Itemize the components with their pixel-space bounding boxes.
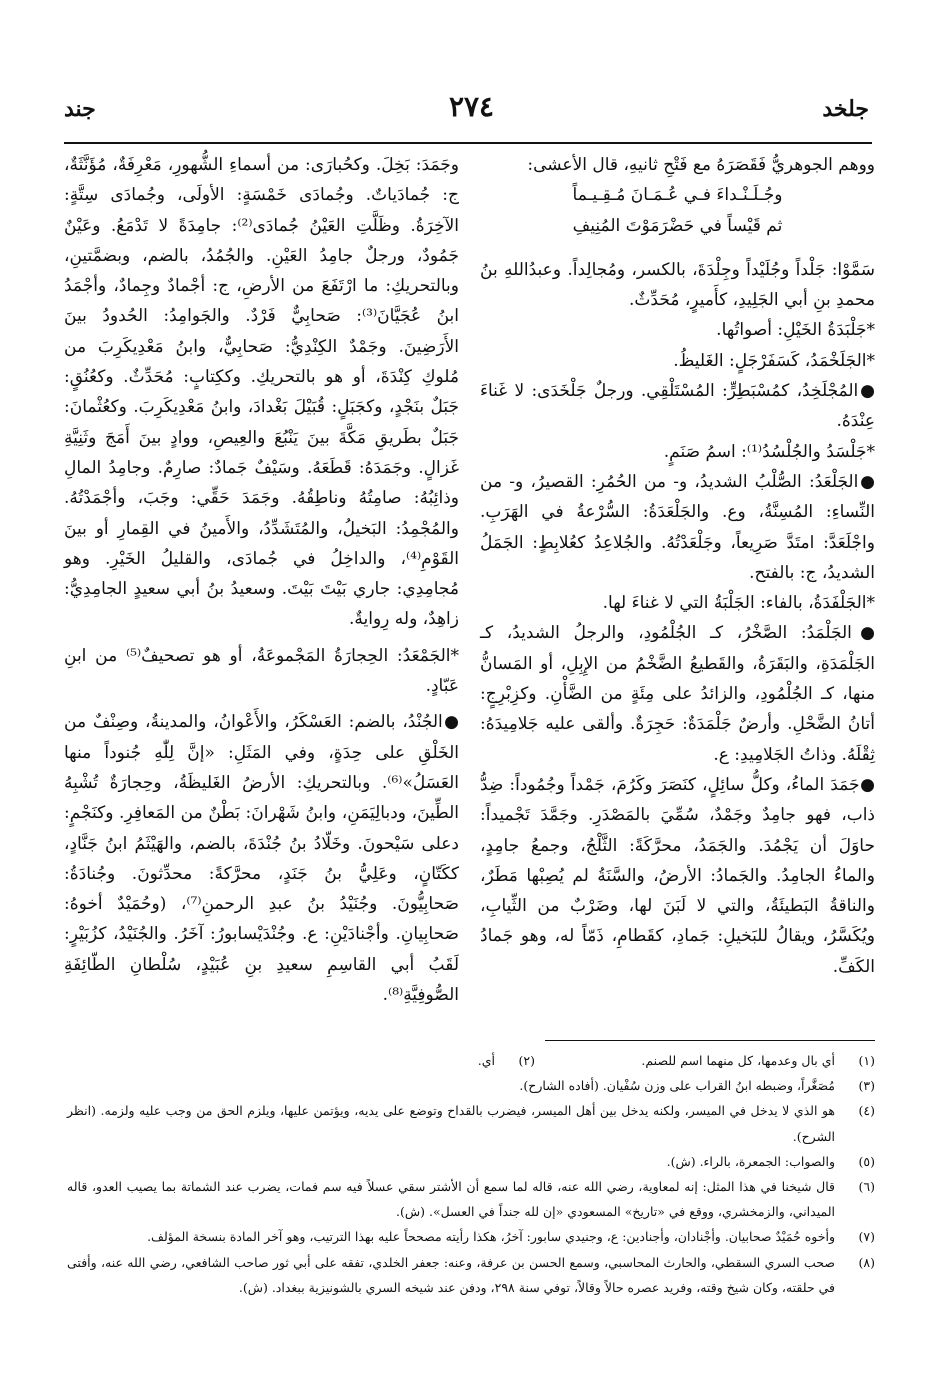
footnote-row — [67, 1048, 875, 1073]
footnote-number: (٦) — [858, 1179, 875, 1195]
footnote-number: (٨) — [858, 1254, 875, 1270]
footnote-text: قال شيخنا في هذا المثل: إنه لمعاوية، رضي الله عنه، قاله لما سمع أن الأشتر سقي عسلاً فيه سم فمات، يضرب عند الشماتة بما يصيب العدو، قاله الميداني، والزمخشري، ووقع في «تاريخ» المسعودي «إن لله جنداً في العسل». (ش). — [67, 1179, 835, 1220]
entry-jamad-stones: *الجَمْعَدُ: الحِجارَةُ المَجْموعَةُ، أو هو تصحيفٌ⁽⁵⁾ من ابنِ عَبّادٍ. — [64, 645, 459, 697]
left-column — [64, 150, 459, 1010]
footnote-text: مُصَغَّراً، وضبطه ابنُ القراب على وزن سُفْيان. (أفاده الشارح). — [519, 1078, 835, 1094]
page-number: ٢٧٤ — [448, 90, 495, 123]
footnote-number: (٥) — [858, 1153, 875, 1169]
poem-verse: ثم قَيْساً في حَضْرَمَوْتَ المُنِيفِ — [572, 215, 783, 236]
footnote — [67, 1098, 875, 1148]
footnote — [67, 1174, 875, 1224]
entry-jalmad: ●الجَلْمَدُ: الصَّخْرُ، كـ الجُلْمُودِ، والرجلُ الشديدُ، كـ الجَلْمَدَةِ، والبَقَرَةُ، والقَطيعُ الضَّخْمُ من الإِبِلِ، أو المَسانُّ منها، كـ الجُلْمُودِ، والزائدُ على مِئَةٍ من الضَّأْنِ. وكزِبْرِجٍ: أتانُ الضَّحْلِ. وأرضٌ جَلْمَدَةٌ: حَجِرَةٌ. وألقى عليه جَلامِيدَهُ: ثِقْلَهُ. وذاتُ الجَلامِيدِ: ع. — [480, 623, 875, 765]
footnote-text: صحب السري السقطي، والحارث المحاسبي، وسمع الحسن بن عرفة، وعنه: جعفر الخلدي، تفقه على أبي ثور صاحب الشافعي، رضي الله عنه، وأفتى في حلقته، وكان شيخ وقته، وفريد عصره حالاً وقالاً، توفي سنة ٢٩٨، ودفن عند شيخه السري بالشونيزية ببغداد. (ش). — [67, 1254, 835, 1295]
footnote-text: هو الذي لا يدخل في الميسر، ولكنه يدخل بين أهل الميسر، فيضرب بالقداح وتوضع على يديه، ويؤتمن عليها، ويلزم الحق من وجب عليه ولزمه. (انظر الشرح). — [67, 1103, 835, 1144]
entry-jalfada: *الجَلْفَدَةُ، بالفاء: الجَلْبَةُ التي لا غناءَ لها. — [602, 593, 875, 614]
right-column — [480, 150, 875, 982]
footnote-text: أي. — [477, 1053, 495, 1068]
entry-jamad: ●جَمَدَ الماءُ، وكلُّ سائِلٍ، كنَصَرَ وكَرُمَ، جَمْداً وجُمُوداً: ضِدُّ ذاب، فهو جامِدٌ وجَمْدٌ، سُمِّيَ بالمَصْدَرِ. وجَمَّدَ تَجْميداً: حاوَلَ أن يَجْمُدَ. والجَمَدُ، محرَّكَةً: الثَّلْجُ، وجمعُ جامِدٍ، والماءُ الجامِدُ. والجَمادُ: الأرضُ، والسَّنَةُ لم يُصِبْها مَطَرٌ، والناقةُ البَطيئَةُ، والتي لا لَبَنَ لها، وضَرْبٌ من الثِّيابِ، ويُكَسَّرُ، ويقالُ للبَخيلِ: جَمادِ، كقَطامِ، ذَمّاً له، وهو جَمادُ الكَفِّ. — [480, 774, 875, 977]
entry-text: ووهم الجوهريُّ فَقَصَرَهُ مع فَتْحِ ثانيهِ، قال الأعشى: — [527, 155, 875, 175]
footnote — [67, 1224, 875, 1249]
footnote-number: (٣) — [858, 1078, 875, 1094]
footnote-text: والصواب: الجمعرة، بالراء. (ش). — [666, 1153, 835, 1169]
footnote — [67, 1250, 875, 1300]
footnote-number: (١) — [858, 1053, 875, 1068]
poem-verse: وجُـلَـنْـداءَ فـي عُـمَـانَ مُـقِـيـماً — [572, 185, 783, 206]
footnote-divider — [545, 1040, 875, 1041]
footnotes — [67, 1048, 875, 1300]
footnote-text: وأخوه حُمَيْدٌ صحابيان. وأجْنادان، وأجنادين: ع، وجنيدي سابور: آخرُ، هكذا رأيته مصححاً عليه بهذا الترتيب، وهو آخر المادة بنسخة المؤلف. — [147, 1229, 835, 1245]
entry-mujlakhid: ●المُجْلَخِدُ، كمُسْبَطِرٍّ: المُسْتَلْقِي. ورجلٌ جَلْخَدَى: لا غَناءَ عِنْدَهُ. — [480, 381, 875, 432]
entry-jund: ●الجُنْدُ، بالضم: العَسْكَرُ، والأَعْوانُ، والمدينةُ، وصِنْفٌ من الخَلْقِ على حِدَةٍ، وفي المَثَلِ: «إنَّ لِلّٰهِ جُنوداً منها العَسَلُ»⁽⁶⁾. وبالتحريكِ: الأرضُ الغَليظَةُ، وحِجارَةٌ تُشْبِهُ الطِّينَ، ودبالِيَمَنِ، وابنُ شَهْرانَ: بَطْنٌ من المَعافِرِ. وكنَجْمٍ: دعلى سَيْحونَ. وخَلّادُ بنُ جُنْدَةَ، بالضم، والهَيْثَمُ ابنُ جَنَّادٍ، ككَتّانٍ، وعَلِيُّ بنُ جَنَدٍ، محرَّكةً: محدِّثونَ. وجُنادَةُ: صَحابِيُّونَ. وجُنَيْدُ بنُ عبدِ الرحمنِ⁽⁷⁾، (وحُمَيْدٌ أخوهُ: صَحابِيانِ. وأجْنادَيْنِ: ع. وجُنْدَيْسابورُ: آخَرُ. والجُنَيْدُ، كزُبَيْرٍ: لَقَبُ أبي القاسِمِ سعيدِ بنِ عُبَيْدٍ، سُلْطانِ الطّائِفَةِ الصُّوفِيَّةِ⁽⁸⁾. — [64, 712, 459, 1006]
entry-jalsad: *جَلْسَدُ والجُلْسُدُ⁽¹⁾: اسمُ صَنَمٍ. — [663, 441, 875, 462]
entry-text: وجَمَدَ: بَخِلَ. وكحُبارَى: من أسماءِ الشُّهورِ، مَعْرِفَةٌ، مُؤَنَّثَةٌ، ج: جُمادَياتٌ. وجُمادَى خَمْسَةٍ: الأولَى، وجُمادَى سِتَّةٍ: الآخِرَةُ. وظَلَّتِ العَيْنُ جُمادَى⁽²⁾: جامِدَةً لا تَدْمَعُ. وعَيْنٌ جَمُودٌ، ورجلٌ جامِدُ العَيْنِ. والجُمُدُ، بالضم، وبضمَّتينِ، وبالتحريكِ: ما ارْتَفَعَ من الأرضِ، ج: أجْمادٌ وجِمادٌ، وأجْمَدُ ابنُ عُجَيَّانَ⁽³⁾: صَحابِيٌّ فَرْدٌ. والجَوامِدُ: الحُدودُ بينَ الأَرَضِينَ. وجَمْدٌ الكِنْدِيُّ: صَحابِيٌّ، وابنُ مَعْدِيكَرِبَ من مُلوكِ كِنْدَةَ، أو هو بالتحريكِ. وككِتابٍ: مُحَدِّثٌ. وكعُنُقٍ: جَبَلٌ بنَجْدٍ، وكجَبَلٍ: قُبَيْلَ بَغْدادَ، وابنُ مَعْدِيكَرِبَ. وكعُثْمانَ: جَبَلٌ بطَريقِ مَكَّةَ بينَ يَنْبُعَ والعِيصِ، ووادٍ بينَ أَمَجَ وثَنِيَّةِ غَزالٍ. وجَمَدَهُ: قَطَعَهُ. وسَيْفٌ جَمادٌ: صارِمٌ. وجامِدُ المالِ وذائِبُهُ: صامِتُهُ وناطِقُهُ. وجَمَدَ حَقِّي: وجَبَ، وأجْمَدْتُهُ. والمُجْمِدُ: البَخيلُ، والمُتَشَدِّدُ، والأَمينُ في القِمارِ أو بينَ القَوْمِ⁽⁴⁾، والداخِلُ في جُمادَى، والقليلُ الخَيْرِ. وهو مُجامِدِي: جاري بَيْتَ بَيْتَ. وسعيدُ بنُ أبي سعيدٍ الجامِدِيُّ: زاهِدٌ، وله رِوايةٌ. — [64, 155, 459, 630]
entry-jalad: ●الجَلْعَدُ: الصُّلْبُ الشديدُ، و- من الحُمُرِ: القصيرُ، و- من النِّساءِ: المُسِنَّةُ، وع. والجَلْعَدَةُ: السُّرْعةُ في الهَرَبِ. واجْلَعَدَّ: امتَدَّ صَرِيعاً، وجَلْعَدْتُهُ. والجُلاعِدُ كعُلابِطٍ: الجَمَلُ الشديدُ، ج: بالفتح. — [480, 471, 875, 583]
header-right-word: جلخد — [822, 96, 869, 122]
footnote — [67, 1073, 875, 1098]
entry-jalakhmad: *الجَلَخْمَدُ، كَسَفَرْجَلٍ: الغَليظُ. — [673, 350, 875, 371]
header-divider — [64, 142, 872, 144]
footnote-number: (٤) — [858, 1103, 875, 1119]
entry-jalbada: *جَلْبَدَةُ الخَيْلِ: أصواتُها. — [716, 320, 875, 341]
footnote-number: (٢) — [518, 1053, 535, 1068]
footnote — [67, 1149, 875, 1174]
footnote-text: أي بال وعدمها، كل منهما اسم للصنم. — [641, 1053, 835, 1068]
footnote-number: (٧) — [858, 1229, 875, 1245]
header-left-word: جند — [64, 96, 96, 122]
entry-text: سَمَّوْا: جَلْداً وجُلَيْداً وجِلْدَةَ، بالكسر، ومُجالِداً. وعبدُاللهِ بنُ محمدِ بنِ أبي الجَلِيدِ، كأَميرٍ، مُحَدِّثٌ. — [480, 259, 875, 311]
